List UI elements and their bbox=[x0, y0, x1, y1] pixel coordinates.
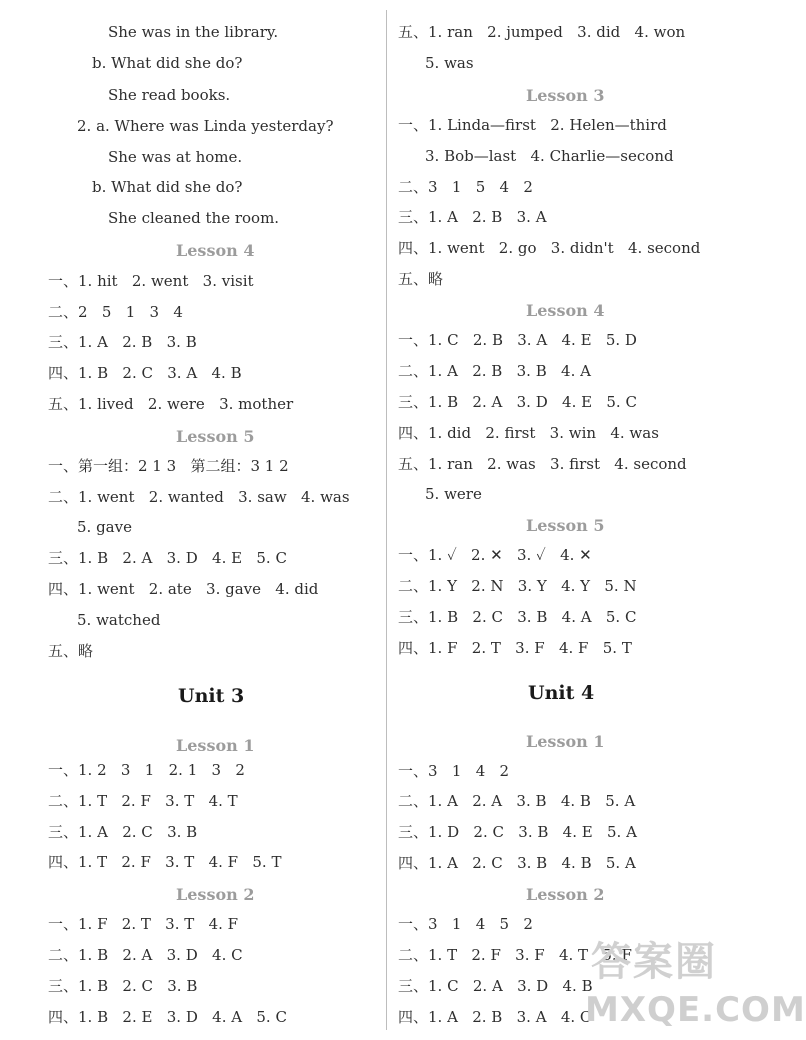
lesson-heading: Lesson 5 bbox=[176, 427, 255, 446]
answer-line: 二、1. Y 2. N 3. Y 4. Y 5. N bbox=[398, 577, 637, 595]
answer-line: 四、1. B 2. E 3. D 4. A 5. C bbox=[48, 1008, 287, 1026]
answer-line: She was in the library. bbox=[108, 23, 279, 41]
lesson-heading: Lesson 4 bbox=[176, 241, 255, 260]
column-divider bbox=[386, 10, 387, 1030]
answer-line: 三、1. B 2. C 3. B 4. A 5. C bbox=[398, 608, 637, 626]
watermark-logo-text: 答案圈 bbox=[591, 939, 717, 985]
answer-line: 三、1. A 2. B 3. A bbox=[398, 208, 547, 226]
answer-line: 二、1. A 2. B 3. B 4. A bbox=[398, 362, 591, 380]
answer-line: 五、1. ran 2. was 3. first 4. second bbox=[398, 455, 687, 473]
answer-line: 二、1. B 2. A 3. D 4. C bbox=[48, 946, 243, 964]
lesson-heading: Lesson 1 bbox=[526, 732, 605, 751]
answer-line: 一、3 1 4 5 2 bbox=[398, 915, 533, 933]
answer-line: 三、1. B 2. A 3. D 4. E 5. C bbox=[398, 393, 637, 411]
answer-line: 5. gave bbox=[77, 518, 132, 536]
answer-line: 五、略 bbox=[398, 270, 444, 288]
answer-line: 二、2 5 1 3 4 bbox=[48, 303, 183, 321]
answer-line: 三、1. B 2. A 3. D 4. E 5. C bbox=[48, 549, 287, 567]
answer-line: 四、1. F 2. T 3. F 4. F 5. T bbox=[398, 639, 632, 657]
answer-line: 5. watched bbox=[77, 611, 161, 629]
answer-line: 一、第一组：2 1 3 第二组：3 1 2 bbox=[48, 457, 289, 475]
answer-line: 一、1. C 2. B 3. A 4. E 5. D bbox=[398, 331, 637, 349]
answer-line: 三、1. C 2. A 3. D 4. B bbox=[398, 977, 593, 995]
answer-line: 二、1. A 2. A 3. B 4. B 5. A bbox=[398, 792, 636, 810]
answer-line: 四、1. A 2. B 3. A 4. C bbox=[398, 1008, 592, 1026]
answer-line: 三、1. D 2. C 3. B 4. E 5. A bbox=[398, 823, 637, 841]
answer-line: 2. a. Where was Linda yesterday? bbox=[77, 117, 334, 135]
unit-heading: Unit 4 bbox=[528, 682, 595, 704]
answer-line: 三、1. A 2. C 3. B bbox=[48, 823, 198, 841]
answer-line: 五、略 bbox=[48, 642, 94, 660]
answer-line: 一、1. 2 3 1 2. 1 3 2 bbox=[48, 761, 245, 779]
answer-line: 一、1. F 2. T 3. T 4. F bbox=[48, 915, 239, 933]
answer-line: 二、1. went 2. wanted 3. saw 4. was bbox=[48, 488, 350, 506]
answer-line: 一、1. Linda—first 2. Helen—third bbox=[398, 116, 667, 134]
lesson-heading: Lesson 3 bbox=[526, 86, 605, 105]
answer-line: 一、1. ✓ 2. ✕ 3. ✓ 4. ✕ bbox=[398, 546, 592, 564]
watermark-domain: MXQE.COM bbox=[585, 990, 806, 1030]
answer-line: 四、1. did 2. first 3. win 4. was bbox=[398, 424, 659, 442]
answer-line: b. What did she do? bbox=[92, 54, 243, 72]
answer-line: 三、1. B 2. C 3. B bbox=[48, 977, 198, 995]
lesson-heading: Lesson 5 bbox=[526, 516, 605, 535]
answer-line: 3. Bob—last 4. Charlie—second bbox=[425, 147, 674, 165]
answer-line: 一、1. hit 2. went 3. visit bbox=[48, 272, 254, 290]
answer-line: 二、3 1 5 4 2 bbox=[398, 178, 533, 196]
answer-line: 四、1. T 2. F 3. T 4. F 5. T bbox=[48, 853, 282, 871]
answer-line: 四、1. A 2. C 3. B 4. B 5. A bbox=[398, 854, 636, 872]
answer-line: 四、1. went 2. go 3. didn't 4. second bbox=[398, 239, 701, 257]
answer-line: She read books. bbox=[108, 86, 231, 104]
answer-line: 五、1. lived 2. were 3. mother bbox=[48, 395, 294, 413]
lesson-heading: Lesson 1 bbox=[176, 736, 255, 755]
answer-line: 5. was bbox=[425, 54, 474, 72]
answer-line: 三、1. A 2. B 3. B bbox=[48, 333, 197, 351]
answer-line: 五、1. ran 2. jumped 3. did 4. won bbox=[398, 23, 686, 41]
answer-line: 5. were bbox=[425, 485, 482, 503]
lesson-heading: Lesson 2 bbox=[526, 885, 605, 904]
site-watermark bbox=[585, 938, 806, 1038]
lesson-heading: Lesson 4 bbox=[526, 301, 605, 320]
answer-line: 二、1. T 2. F 3. F 4. T 5. F bbox=[398, 946, 632, 964]
answer-line: 一、3 1 4 2 bbox=[398, 762, 510, 780]
answer-line: 四、1. B 2. C 3. A 4. B bbox=[48, 364, 242, 382]
answer-line: b. What did she do? bbox=[92, 178, 243, 196]
answer-line: 四、1. went 2. ate 3. gave 4. did bbox=[48, 580, 319, 598]
lesson-heading: Lesson 2 bbox=[176, 885, 255, 904]
unit-heading: Unit 3 bbox=[178, 685, 245, 707]
answer-line: She was at home. bbox=[108, 148, 243, 166]
answer-line: She cleaned the room. bbox=[108, 209, 280, 227]
answer-line: 二、1. T 2. F 3. T 4. T bbox=[48, 792, 238, 810]
